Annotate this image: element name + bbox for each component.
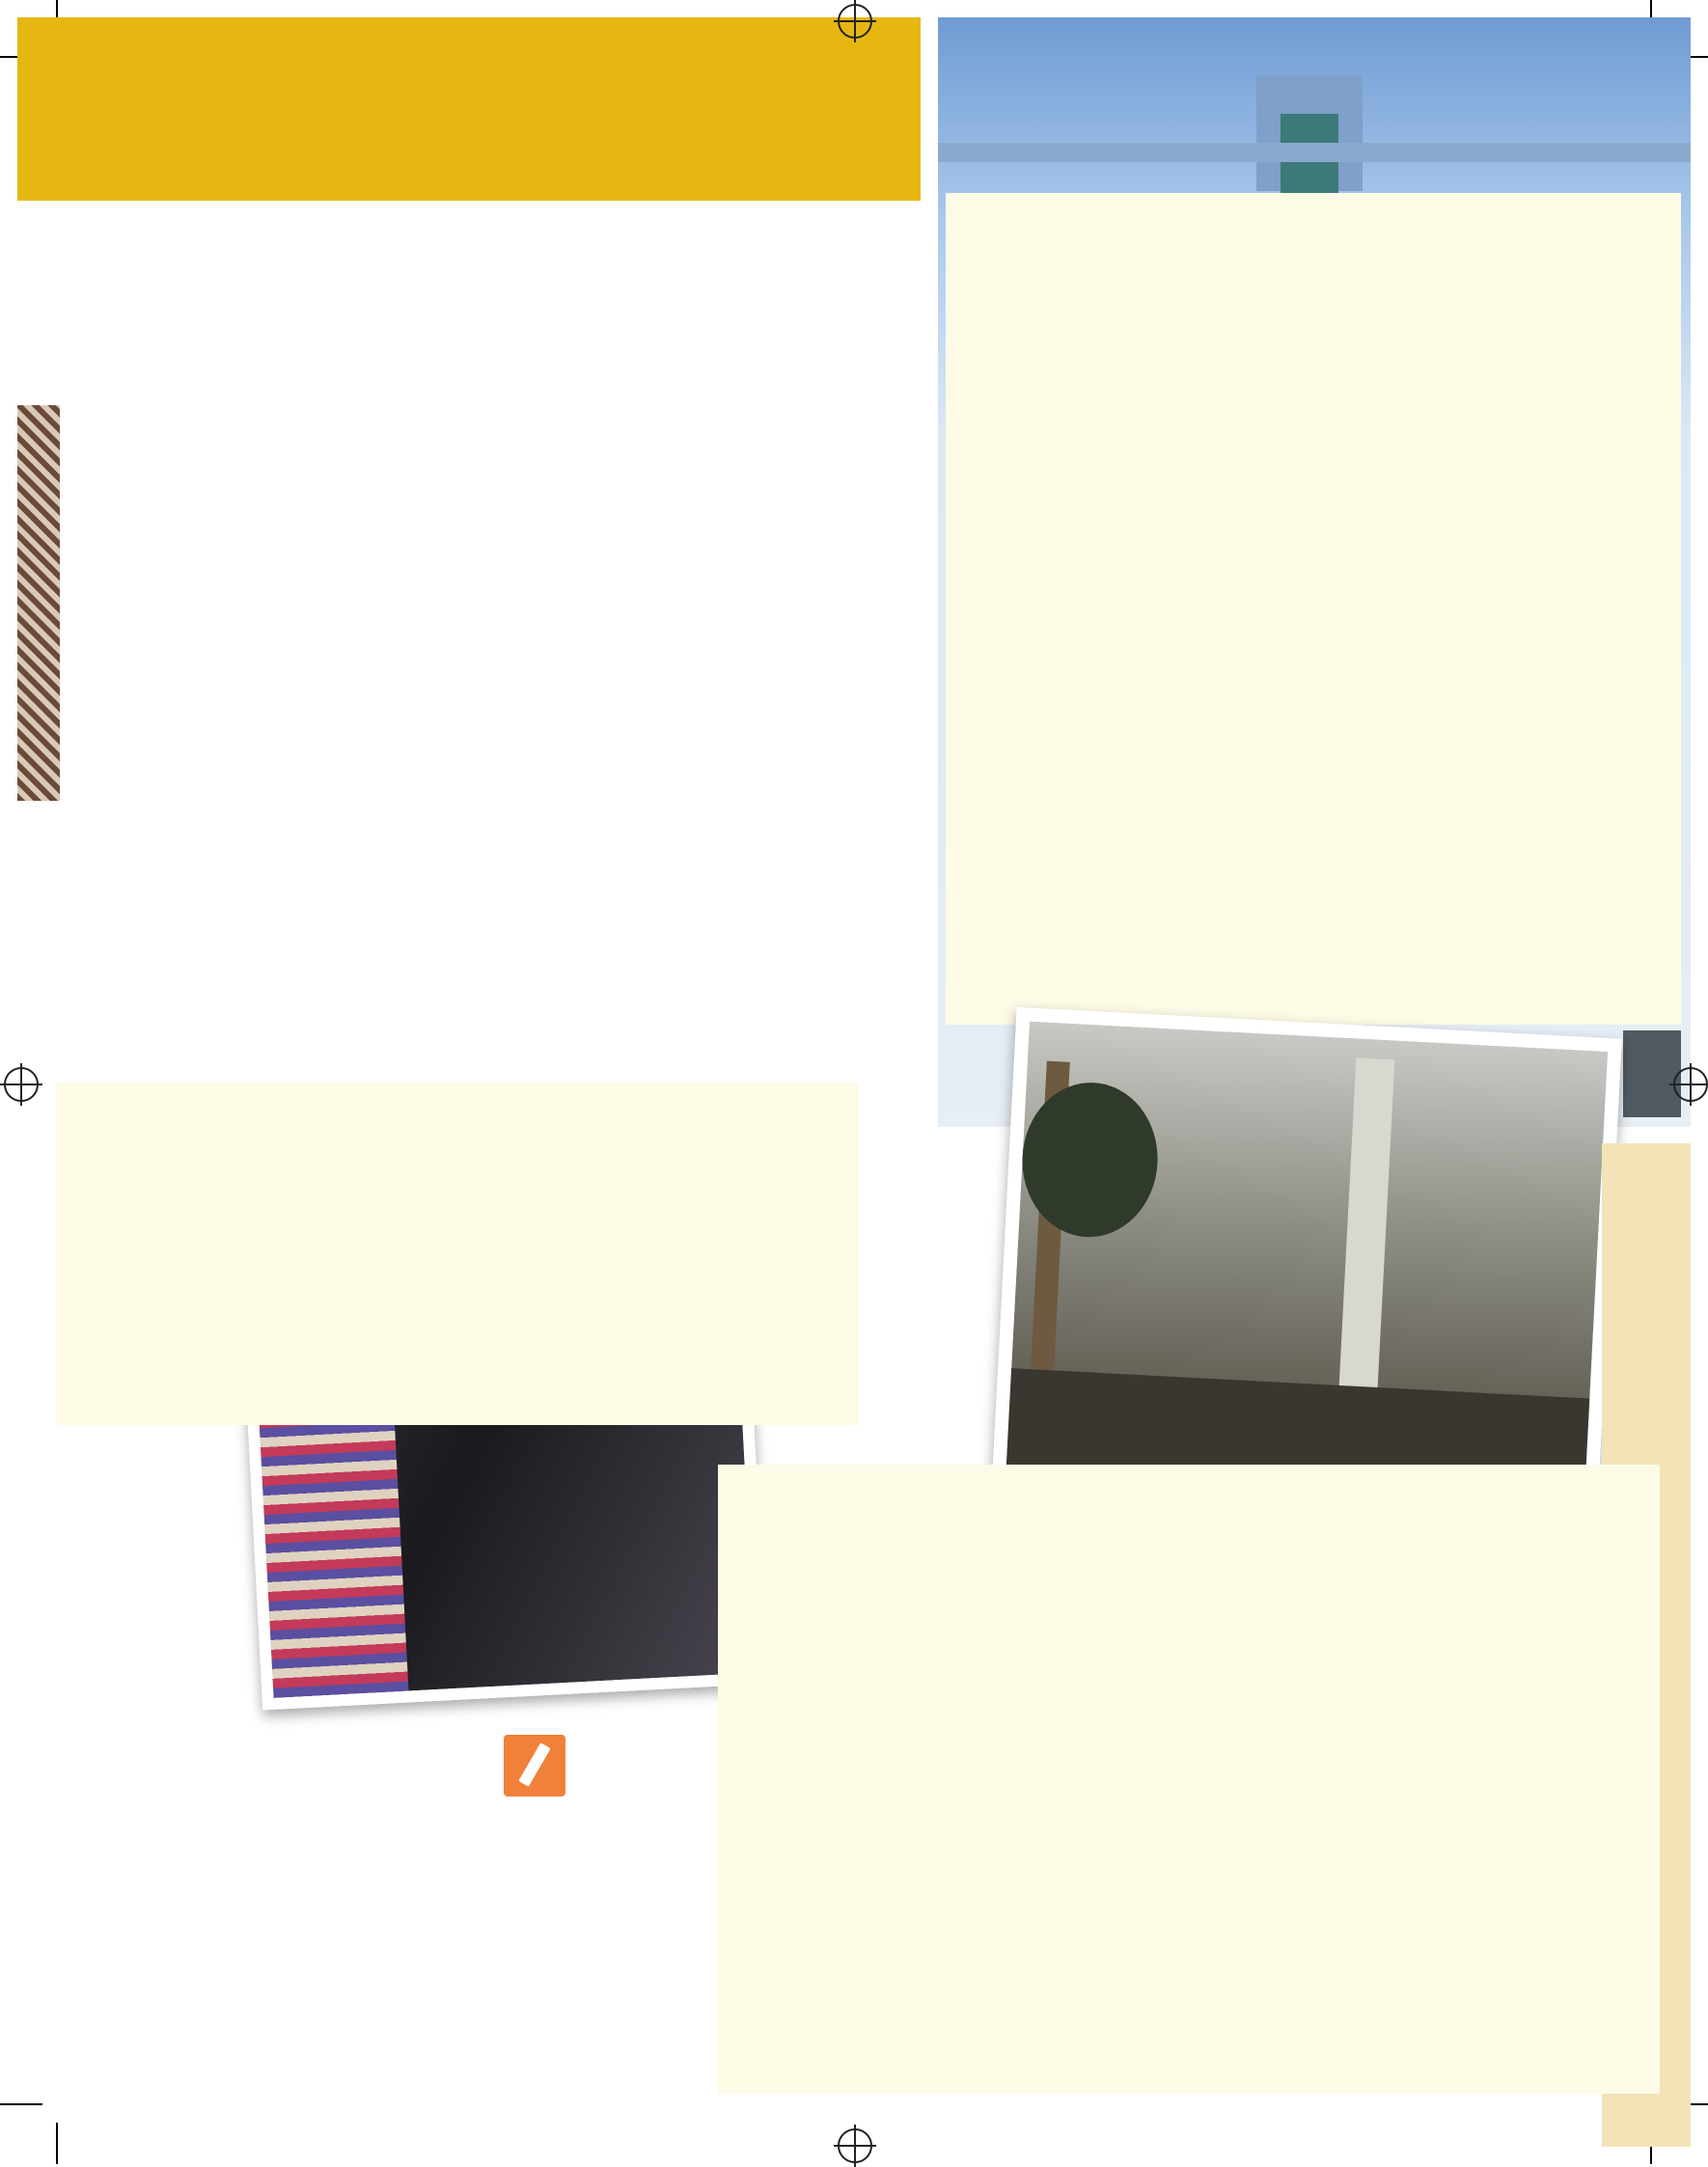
left-edge-photo <box>17 405 60 801</box>
registration-mark <box>838 4 872 39</box>
registration-mark <box>1673 1067 1708 1102</box>
pencil-icon <box>504 1735 565 1797</box>
crop-mark <box>56 2123 58 2164</box>
mall-interior-photo <box>991 1007 1622 1528</box>
crop-mark <box>0 2103 42 2105</box>
registration-mark <box>838 2128 872 2163</box>
story-box <box>718 1465 1660 2094</box>
answers-box-left <box>56 1083 859 1425</box>
registration-mark <box>4 1067 39 1102</box>
header-color-band <box>17 17 921 201</box>
answers-box-top <box>946 193 1681 1025</box>
